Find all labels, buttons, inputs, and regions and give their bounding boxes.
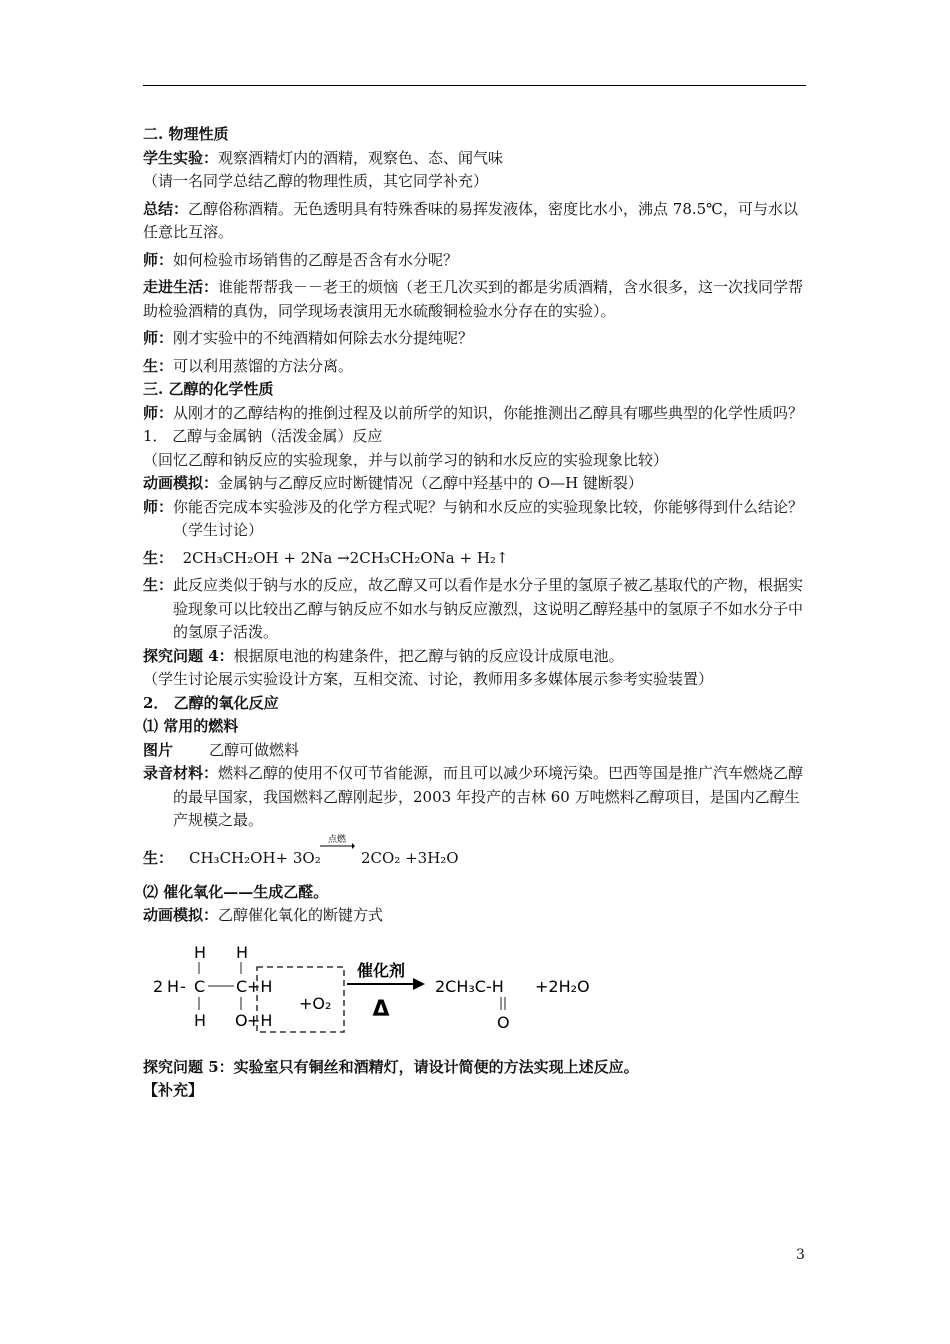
structural-formula — [151, 934, 601, 1049]
supplement: 【补充】 — [143, 1081, 204, 1099]
diagram-water: +2H₂O — [535, 976, 590, 996]
diagram-product-o: O — [497, 1012, 510, 1032]
teacher-question-2: 师：刚才实验中的不纯酒精如何除去水分提纯呢？ — [143, 329, 474, 347]
diagram-c1: C — [194, 976, 206, 996]
diagram-o: O — [235, 1010, 248, 1030]
reaction-1-note: （回忆乙醇和钠反应的实验现象，并与以前学习的钠和水反应的实验现象比较） — [143, 450, 669, 469]
diagram-catalyst: 催化剂 — [356, 960, 406, 980]
sodium-equation: 生： 2CH₃CH₂OH + 2Na →2CH₃CH₂ONa + H₂↑ — [143, 548, 509, 567]
diagram-dash: - — [180, 976, 186, 996]
reaction-2-title: 2． 乙醇的氧化反应 — [143, 693, 279, 712]
teacher-question-3: 师：从刚才的乙醇结构的推倒过程及以前所学的知识，你能推测出乙醇具有哪些典型的化学性质吗？ — [143, 403, 804, 422]
reaction-2a-title: ⑴ 常用的燃料 — [143, 717, 239, 735]
student-answer-1: 生：可以利用蒸馏的方法分离。 — [143, 356, 354, 375]
section-heading-physical: 二. 物理性质 — [143, 125, 229, 143]
catalytic-oxidation-diagram — [143, 932, 808, 1052]
diagram-h-top1: H — [194, 942, 207, 962]
page-number: 3 — [796, 1247, 805, 1263]
diagram-h-bottom1: H — [194, 1010, 207, 1030]
life-paragraph: 走进生活：谁能帮帮我－－老王的烦恼（老王几次买到的都是劣质酒精，含水很多，这一次找同学帮助检验酒精的真伪，同学现场表演用无水硫酸铜检验水分存在的实验）。 — [143, 278, 804, 320]
diagram-h-left: H — [167, 976, 180, 996]
reaction-arrow-icon — [413, 978, 425, 990]
summary-paragraph: 总结：乙醇俗称酒精。无色透明具有特殊香味的易挥发液体，密度比水小，沸点 78.5℃，可与水以任意比互溶。 — [143, 199, 798, 241]
document-body — [143, 123, 808, 1103]
diagram-plus-o2: +O₂ — [299, 993, 332, 1013]
diagram-product: 2CH₃C-H — [435, 976, 504, 996]
note-summary-request: （请一名同学总结乙醇的物理性质，其它同学补充） — [143, 172, 489, 190]
right-arrow-icon — [319, 833, 355, 855]
student-experiment: 学生实验：观察酒精灯内的酒精，观察色、态、闻气味 — [143, 148, 504, 167]
student-answer-2: 生：此反应类似于钠与水的反应，故乙醇又可以看作是水分子里的氢原子被乙基取代的产物，根据实验现象可以比较出乙醇与钠反应不如水与钠反应激烈，这说明乙醇羟基中的氢原子不如水分子中的氢原子活泼。 — [143, 576, 804, 641]
reaction-1-title: 1． 乙醇与金属钠（活泼金属）反应 — [143, 427, 383, 445]
picture-line: 图片 乙醇可做燃料 — [143, 740, 300, 759]
audio-material: 录音材料：燃料乙醇的使用不仅可节省能源，而且可以减少环境污染。巴西等国是推广汽车燃烧乙醇的最早国家，我国燃料乙醇刚起步，2003 年投产的吉林 60 万吨燃料乙醇项目，是国内乙醇生产规模之最。 — [143, 764, 804, 829]
fuel-equation: 生： CH₃CH₂OH+ 3O₂ 点燃 2CO₂ +3H₂O — [143, 834, 459, 867]
reaction-2b-title: ⑵ 催化氧化——生成乙醛。 — [143, 882, 329, 901]
question-4: 探究问题 4：根据原电池的构建条件，把乙醇与钠的反应设计成原电池。 — [143, 646, 624, 665]
diagram-plus-h1: +H — [247, 976, 273, 996]
teacher-question-4: 师：你能否完成本实验涉及的化学方程式呢？与钠和水反应的实验现象比较，你能够得到什么结论？（学生讨论） — [143, 497, 804, 539]
animation-2: 动画模拟：乙醇催化氧化的断键方式 — [143, 906, 384, 924]
diagram-coefficient: 2 — [153, 976, 164, 996]
question-4-note: （学生讨论展示实验设计方案，互相交流、讨论，教师用多多媒体展示参考实验装置） — [143, 670, 714, 688]
section-heading-chemical: 三. 乙醇的化学性质 — [143, 380, 274, 398]
teacher-question-1: 师：如何检验市场销售的乙醇是否含有水分呢？ — [143, 250, 459, 269]
diagram-heat: Δ — [372, 996, 390, 1022]
diagram-plus-h2: +H — [247, 1010, 273, 1030]
diagram-h-top2: H — [236, 942, 249, 962]
fuel-condition: 点燃 — [327, 834, 347, 845]
question-5: 探究问题 5：实验室只有铜丝和酒精灯，请设计简便的方法实现上述反应。 — [143, 1057, 639, 1076]
header-rule — [143, 85, 806, 86]
diagram-c2: C — [236, 976, 248, 996]
animation-1: 动画模拟：金属钠与乙醇反应时断键情况（乙醇中羟基中的 O—H 键断裂） — [143, 474, 643, 492]
